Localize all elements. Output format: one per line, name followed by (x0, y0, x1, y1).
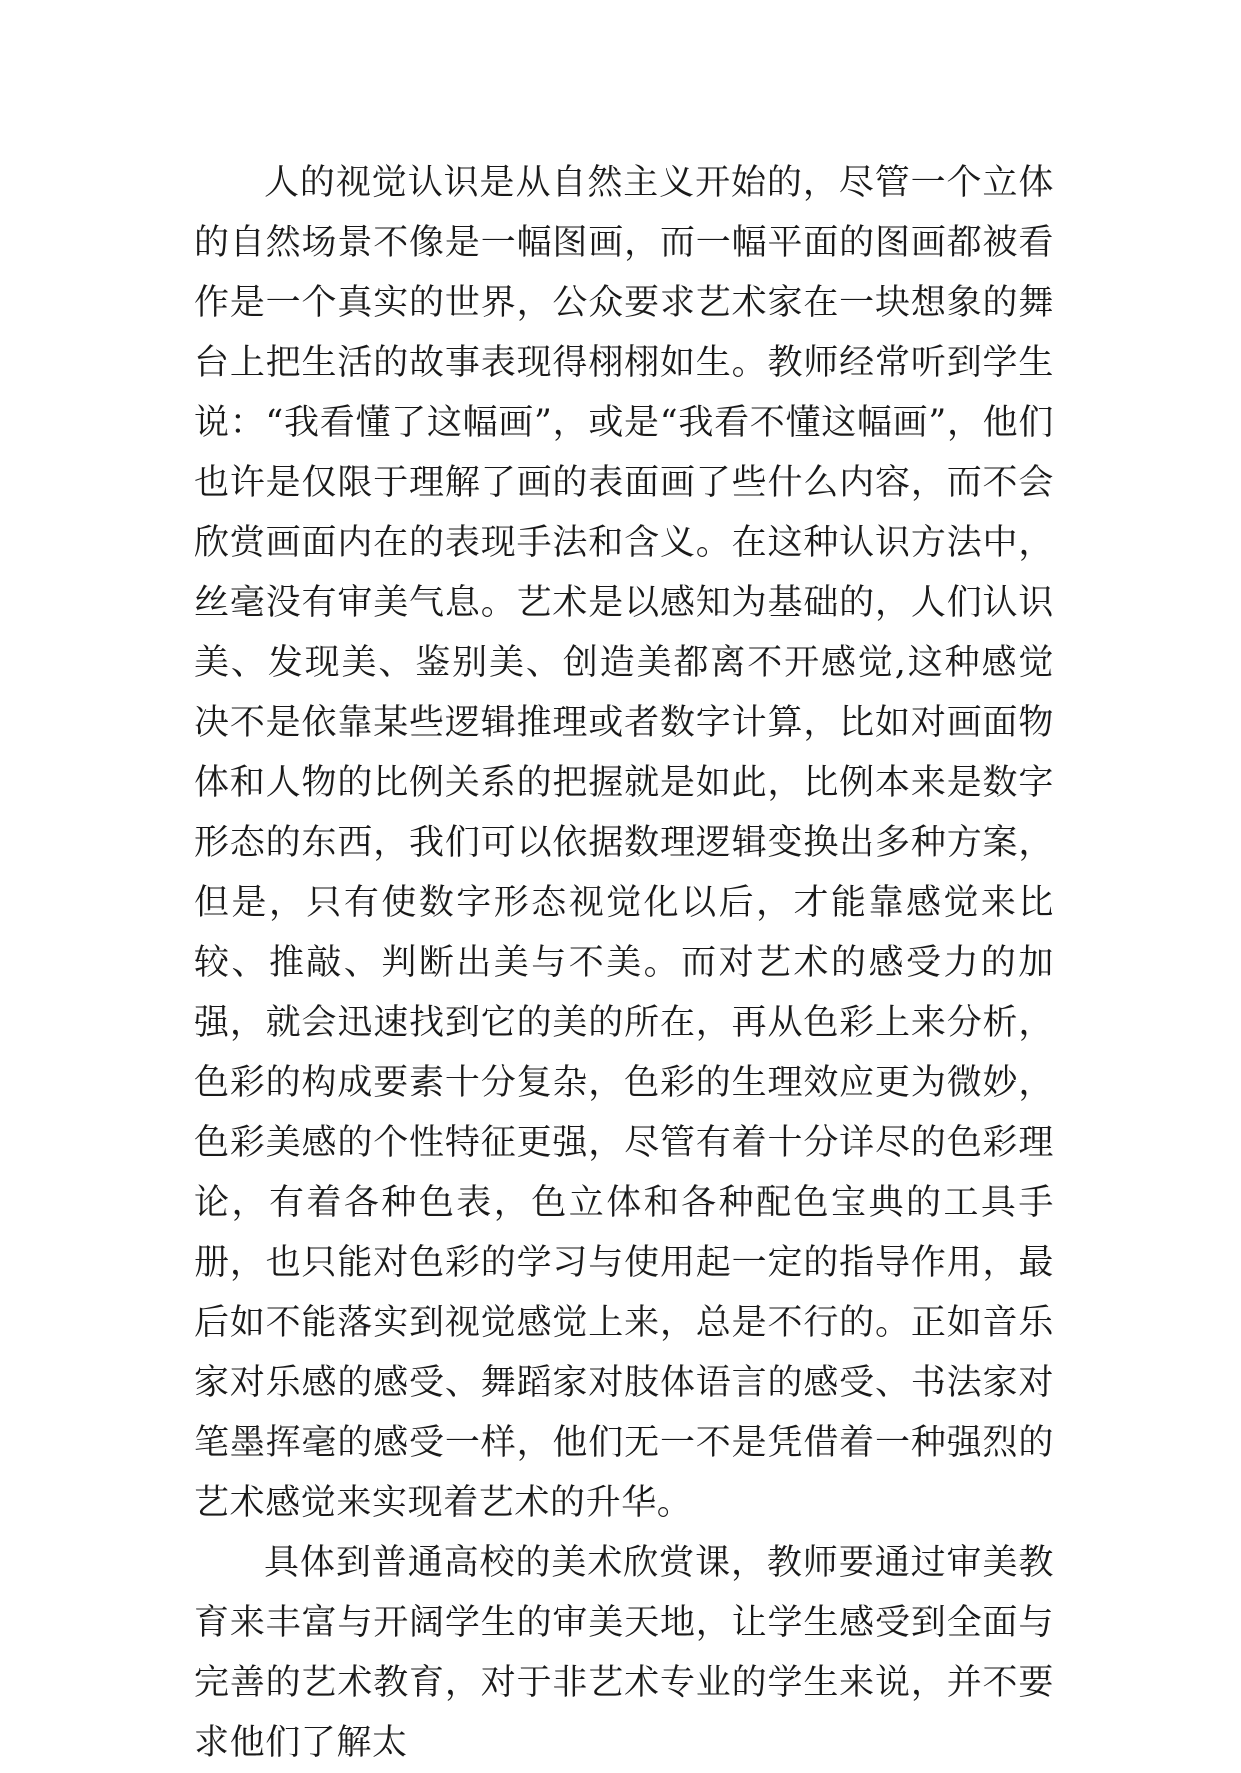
paragraph: 人的视觉认识是从自然主义开始的，尽管一个立体的自然场景不像是一幅图画，而一幅平面的图画都被看作是一个真实的世界，公众要求艺术家在一块想象的舞台上把生活的故事表现得栩栩如生。教师经常听到学生说：“我看懂了这幅画”，或是“我看不懂这幅画”，他们也许是仅限于理解了画的表面画了些什么内容，而不会欣赏画面内在的表现手法和含义。在这种认识方法中，丝毫没有审美气息。艺术是以感知为基础的，人们认识美、发现美、鉴别美、创造美都离不开感觉,这种感觉决不是依靠某些逻辑推理或者数字计算，比如对画面物体和人物的比例关系的把握就是如此，比例本来是数字形态的东西，我们可以依据数理逻辑变换出多种方案，但是，只有使数字形态视觉化以后，才能靠感觉来比较、推敲、判断出美与不美。而对艺术的感受力的加强，就会迅速找到它的美的所在，再从色彩上来分析，色彩的构成要素十分复杂，色彩的生理效应更为微妙，色彩美感的个性特征更强，尽管有着十分详尽的色彩理论，有着各种色表，色立体和各种配色宝典的工具手册，也只能对色彩的学习与使用起一定的指导作用，最后如不能落实到视觉感觉上来，总是不行的。正如音乐家对乐感的感受、舞蹈家对肢体语言的感受、书法家对笔墨挥毫的感受一样，他们无一不是凭借着一种强烈的艺术感觉来实现着艺术的升华。 (194, 163, 1054, 1523)
paragraph: 具体到普通高校的美术欣赏课，教师要通过审美教育来丰富与开阔学生的审美天地，让学生感受到全面与完善的艺术教育，对于非艺术专业的学生来说，并不要求他们了解太 (194, 1543, 1054, 1763)
body-text (194, 153, 1054, 1773)
